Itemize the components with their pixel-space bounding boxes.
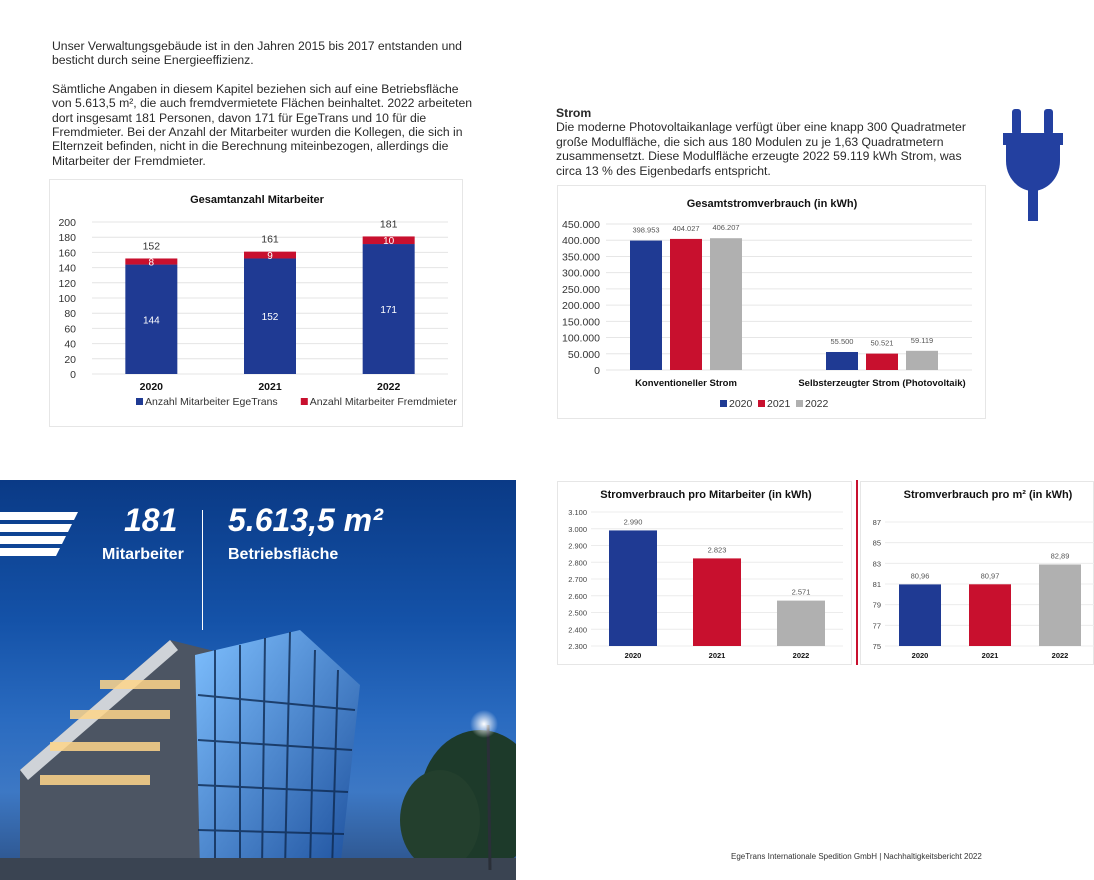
stat-flaeche-label: Betriebsfläche — [228, 546, 339, 563]
chart-title: Gesamtstromverbrauch (in kWh) — [686, 198, 858, 210]
stripes-logo-icon — [0, 510, 80, 556]
bar — [969, 584, 1011, 646]
chart-gesamtstrom-svg — [558, 186, 987, 420]
x-tick-label: Selbsterzeugter Strom (Photovoltaik) — [798, 378, 966, 389]
y-tick-label: 40 — [64, 338, 76, 351]
y-tick-label: 3.000 — [568, 524, 587, 534]
chart-pro-qm — [860, 481, 1094, 665]
bar — [866, 354, 898, 370]
y-tick-label: 80 — [64, 308, 76, 321]
y-tick-label: 200.000 — [562, 300, 600, 313]
x-tick-label: 2022 — [376, 381, 401, 393]
y-tick-label: 85 — [872, 538, 881, 548]
strom-section — [556, 106, 966, 178]
legend-swatch — [720, 400, 727, 407]
total-label: 161 — [261, 233, 279, 246]
legend-label: 2021 — [767, 398, 791, 410]
y-tick-label: 450.000 — [562, 219, 600, 231]
y-tick-label: 180 — [58, 232, 76, 245]
legend-swatch — [758, 400, 765, 407]
y-tick-label: 79 — [872, 600, 881, 610]
y-tick-label: 140 — [58, 262, 76, 275]
y-tick-label: 2.400 — [568, 625, 587, 635]
chart-mitarbeiter — [49, 179, 463, 427]
legend-label: Anzahl Mitarbeiter Fremdmieter — [309, 396, 457, 408]
bar — [710, 238, 742, 370]
data-label: 144 — [142, 315, 160, 327]
chart-pro-qm-svg — [861, 482, 1094, 666]
x-tick-label: 2021 — [708, 651, 726, 660]
y-tick-label: 2.900 — [568, 541, 587, 551]
legend-swatch — [796, 400, 803, 407]
chart-pro-mitarbeiter-svg — [558, 482, 853, 666]
y-tick-label: 400.000 — [562, 235, 600, 248]
stat-mitarbeiter-label: Mitarbeiter — [102, 546, 184, 563]
legend-swatch — [136, 398, 143, 405]
data-label: 2.571 — [791, 587, 811, 597]
bar — [670, 239, 702, 370]
bar — [899, 584, 941, 646]
x-tick-label: 2022 — [792, 651, 810, 660]
y-tick-label: 87 — [872, 518, 881, 527]
legend-swatch — [301, 398, 308, 405]
y-tick-label: 120 — [58, 277, 76, 290]
chart-title: Stromverbrauch pro Mitarbeiter (in kWh) — [600, 489, 812, 501]
x-tick-label: 2020 — [139, 381, 164, 393]
y-tick-label: 200 — [58, 217, 76, 229]
data-label: 82,89 — [1050, 551, 1070, 561]
x-tick-label: 2020 — [624, 651, 642, 660]
bar — [630, 241, 662, 370]
x-tick-label: 2020 — [911, 651, 929, 660]
total-label: 152 — [142, 240, 161, 253]
y-tick-label: 0 — [594, 365, 600, 377]
bar — [693, 558, 741, 646]
legend-label: 2022 — [805, 398, 829, 410]
intro-paragraph-2: Sämtliche Angaben in diesem Kapitel beziehen sich auf eine Betriebsfläche von 5.613,5 m², die auch fremdvermietete Flächen beinhaltet. 2022 arbeiteten dort insgesamt 181 Personen, davon 171 für EgeTrans und 10 für die Fremdmieter. Bei der Anzahl der Mitarbeiter wurden die Kollegen, die sich in Elternzeit befinden, nicht in die Berechnung miteinbezogen, allerdings die Mitarbeiter der Fremdmieter. — [52, 81, 473, 168]
y-tick-label: 300.000 — [562, 267, 600, 280]
chart-title: Gesamtanzahl Mitarbeiter — [190, 194, 324, 206]
y-tick-label: 2.700 — [568, 575, 587, 584]
data-label: 10 — [383, 236, 395, 248]
chart-title: Stromverbrauch pro m² (in kWh) — [903, 489, 1073, 501]
legend-label: 2020 — [729, 398, 753, 410]
x-tick-label: 2021 — [981, 651, 999, 660]
intro-paragraph-1: Unser Verwaltungsgebäude ist in den Jahren 2015 bis 2017 entstanden und besticht durch seine Energieeffizienz. — [52, 39, 462, 68]
x-tick-label: Konventioneller Strom — [635, 378, 737, 389]
y-tick-label: 2.800 — [568, 558, 587, 568]
y-tick-label: 2.600 — [568, 591, 587, 601]
y-tick-label: 100 — [58, 293, 76, 305]
intro-text — [52, 39, 480, 182]
x-tick-label: 2021 — [258, 381, 282, 393]
data-label: 398.953 — [632, 225, 660, 235]
x-tick-label: 2022 — [1051, 651, 1069, 660]
chart-gesamtstrom — [557, 185, 986, 419]
plug-icon — [1000, 103, 1066, 223]
y-tick-label: 2.300 — [568, 642, 587, 651]
data-label: 9 — [267, 251, 273, 263]
data-label: 55.500 — [830, 336, 854, 346]
chart-mitarbeiter-svg — [50, 180, 464, 428]
data-label: 404.027 — [672, 223, 700, 233]
data-label: 152 — [261, 312, 279, 324]
y-tick-label: 350.000 — [562, 251, 600, 264]
data-label: 80,96 — [910, 571, 930, 581]
data-label: 8 — [148, 257, 155, 269]
y-tick-label: 250.000 — [562, 283, 600, 296]
y-tick-label: 60 — [64, 323, 76, 336]
y-tick-label: 50.000 — [567, 348, 600, 361]
bar — [777, 601, 825, 646]
bar — [1039, 564, 1081, 646]
y-tick-label: 81 — [872, 580, 881, 589]
strom-heading: Strom — [556, 106, 592, 120]
data-label: 80,97 — [980, 571, 1000, 581]
data-label: 171 — [380, 305, 398, 317]
total-label: 181 — [379, 218, 398, 231]
legend-label: Anzahl Mitarbeiter EgeTrans — [145, 396, 278, 408]
chart-divider — [856, 480, 858, 665]
data-label: 50.521 — [870, 338, 894, 348]
stat-mitarbeiter-value: 181 — [124, 502, 178, 538]
chart-pro-mitarbeiter — [557, 481, 852, 665]
y-tick-label: 2.500 — [568, 608, 587, 618]
y-tick-label: 20 — [64, 353, 76, 366]
data-label: 2.990 — [623, 517, 643, 527]
bar — [609, 530, 657, 646]
strom-text: Die moderne Photovoltaikanlage verfügt über eine knapp 300 Quadratmeter große Modulfläche, die sich aus 180 Modulen zu je 1,63 Quadratmetern zusammensetzt. Diese Modulfläche erzeugte 2022 59.119 kWh Strom, was circa 13 % des Eigenbedarfs entspricht. — [556, 120, 966, 178]
building-photo — [0, 480, 516, 880]
footer-text: EgeTrans Internationale Spedition GmbH | Nachhaltigkeitsbericht 2022 — [731, 852, 982, 861]
data-label: 406.207 — [712, 223, 740, 233]
data-label: 2.823 — [707, 545, 727, 555]
data-label: 59.119 — [910, 335, 934, 345]
stat-divider — [202, 510, 203, 630]
y-tick-label: 100.000 — [562, 332, 600, 345]
y-tick-label: 77 — [872, 621, 881, 631]
y-tick-label: 3.100 — [568, 508, 587, 517]
y-tick-label: 83 — [872, 559, 881, 569]
y-tick-label: 75 — [872, 642, 881, 651]
y-tick-label: 0 — [70, 369, 76, 381]
stat-flaeche-value: 5.613,5 m² — [228, 502, 383, 538]
bar — [826, 352, 858, 370]
y-tick-label: 160 — [58, 247, 76, 260]
bar — [906, 351, 938, 370]
y-tick-label: 150.000 — [562, 316, 600, 329]
